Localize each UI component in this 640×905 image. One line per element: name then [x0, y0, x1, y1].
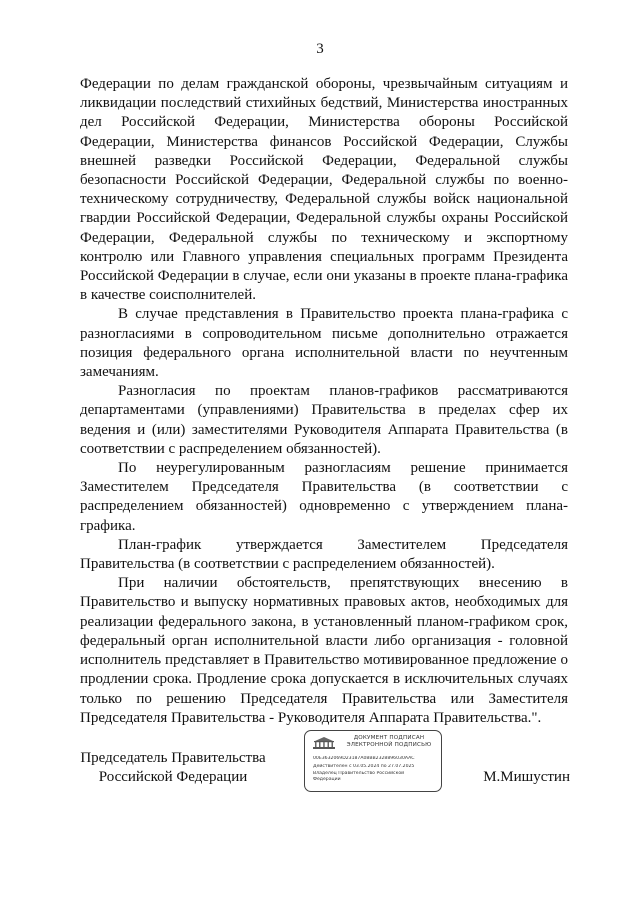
page-number: 3 — [316, 41, 324, 57]
body-paragraph: При наличии обстоятельств, препятствующих внесению в Правительство и выпуску нормативных правовых актов, необходимых для реализации федерального закона, в установленный планом-графиком срок, федеральный орган исполнительной власти либо организация - головной исполнитель представляет в Правительство мотивированное предложение о продлении срока. Продление срока допускается в исключительных случаях только по решению Председателя Правительства или Заместителя Председателя Правительства - Руководителя Аппарата Правительства.". — [80, 575, 568, 726]
body-paragraph: Федерации по делам гражданской обороны, чрезвычайным ситуациям и ликвидации последствий стихийных бедствий, Министерства иностранных дел Российской Федерации, Министерства обороны Российской Федерации, Министерства финансов Российской Федерации, Службы внешней разведки Российской Федерации, Федеральной службы безопасности Российской Федерации, Федеральной службы по военно-техническому сотрудничеству, Федеральной службы войск национальной гвардии Российской Федерации, Федеральной службы охраны Российской Федерации, Федеральной службы по техническому и экспортному контролю или Главного управления специальных программ Президента Российской Федерации в случае, если они указаны в проекте плана-графика в качестве соисполнителей. — [80, 76, 568, 304]
body-paragraph: В случае представления в Правительство проекта плана-графика с разногласиями в сопроводительном письме дополнительно отражается позиция федерального органа исполнительной власти по неучтенным замечаниям. — [80, 306, 568, 381]
body-paragraph: По неурегулированным разногласиям решение принимается Заместителем Председателя Правительства (в соответствии с распределением обязанностей) одновременно с утверждением плана-графика. — [80, 460, 568, 534]
signatory-position-line-2: Российской Федерации — [98, 769, 248, 785]
stamp-serial: 00E3632069D23187A08BB2328896030AAC — [313, 756, 415, 761]
stamp-owner-line-2: Федерации — [313, 777, 341, 782]
stamp-owner-line-1: Владелец Правительство Российской — [313, 771, 405, 776]
signatory-position-line-1: Председатель Правительства — [80, 750, 266, 766]
stamp-title-line-1: ДОКУМЕНТ ПОДПИСАН — [353, 735, 425, 741]
stamp-title-line-2: ЭЛЕКТРОННОЙ ПОДПИСЬЮ — [346, 742, 432, 748]
electronic-signature-stamp — [304, 730, 442, 792]
body-paragraph: Разногласия по проектам планов-графиков рассматриваются департаментами (управлениями) Правительства в пределах сфер их ведения и (или) заместителями Руководителя Аппарата Правительства (в соответствии с распределением обязанностей). — [80, 383, 568, 457]
document-body — [80, 75, 568, 728]
stamp-title — [341, 735, 437, 749]
signatory-name: М.Мишустин — [483, 769, 570, 785]
signatory-position — [78, 749, 268, 787]
body-paragraph: План-график утверждается Заместителем Председателя Правительства (в соответствии с распределением обязанностей). — [80, 536, 568, 573]
stamp-validity: Действителен с 03.05.2024 по 27.07.2025 — [313, 764, 415, 769]
government-building-icon — [313, 737, 335, 749]
